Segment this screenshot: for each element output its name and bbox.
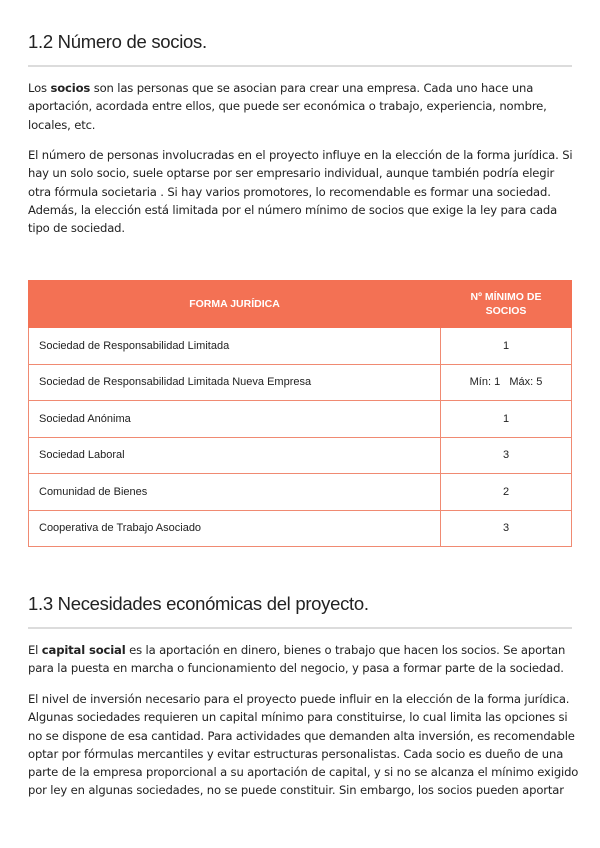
table-row: Comunidad de Bienes 2: [29, 474, 572, 511]
section-heading: 1.2 Número de socios.: [28, 31, 207, 52]
table-header: [29, 281, 572, 328]
table-row: Sociedad de Responsabilidad Limitada Nueva Empresa Mín: 1 Máx: 5: [29, 364, 572, 401]
section-heading: 1.3 Necesidades económicas del proyecto.: [28, 593, 369, 614]
paragraph: Los socios son las personas que se asocian para crear una empresa. Cada uno hace una aportación, acordada entre ellos, que puede ser económica o trabajo, experiencia, nombre, locales, etc.: [28, 81, 547, 132]
table-row: Sociedad Anónima 1: [29, 401, 572, 438]
legal-forms-table: [28, 280, 572, 547]
table-row: Sociedad de Responsabilidad Limitada 1: [29, 328, 572, 365]
header-minimo-socios: Nº MÍNIMO DE SOCIOS: [441, 281, 572, 328]
paragraph: El nivel de inversión necesario para el proyecto puede influir en la elección de la forma jurídica. Algunas sociedades requieren un capital mínimo para constituirse, lo cual limita las opciones si no se dispone de esa cantidad. Para actividades que demanden alta inversión, es recomendable optar por fórmulas mercantiles y evitar estructuras personalistas. Cada socio es dueño de una parte de la empresa proporcional a su aportación de capital, y si no se alcanza el mínimo exigido por ley en algunas sociedades, no se puede constituir. Sin embargo, los socios pueden aportar: [28, 692, 579, 798]
table-row: Sociedad Laboral 3: [29, 437, 572, 474]
table-row: Cooperativa de Trabajo Asociado 3: [29, 510, 572, 547]
paragraph: El número de personas involucradas en el proyecto influye en la elección de la forma jurídica. Si hay un solo socio, suele optarse por ser empresario individual, aunque también podría elegir otra fórmula societaria . Si hay varios promotores, lo recomendable es formar una sociedad. Además, la elección está limitada por el número mínimo de socios que exige la ley para cada tipo de sociedad.: [28, 148, 573, 236]
paragraph: El capital social es la aportación en dinero, bienes o trabajo que hacen los socios. Se aportan para la puesta en marcha o funcionamiento del negocio, y pasa a formar parte de la sociedad.: [28, 643, 566, 676]
header-forma-juridica: FORMA JURÍDICA: [29, 281, 441, 328]
divider: [28, 65, 572, 67]
divider: [28, 627, 572, 629]
